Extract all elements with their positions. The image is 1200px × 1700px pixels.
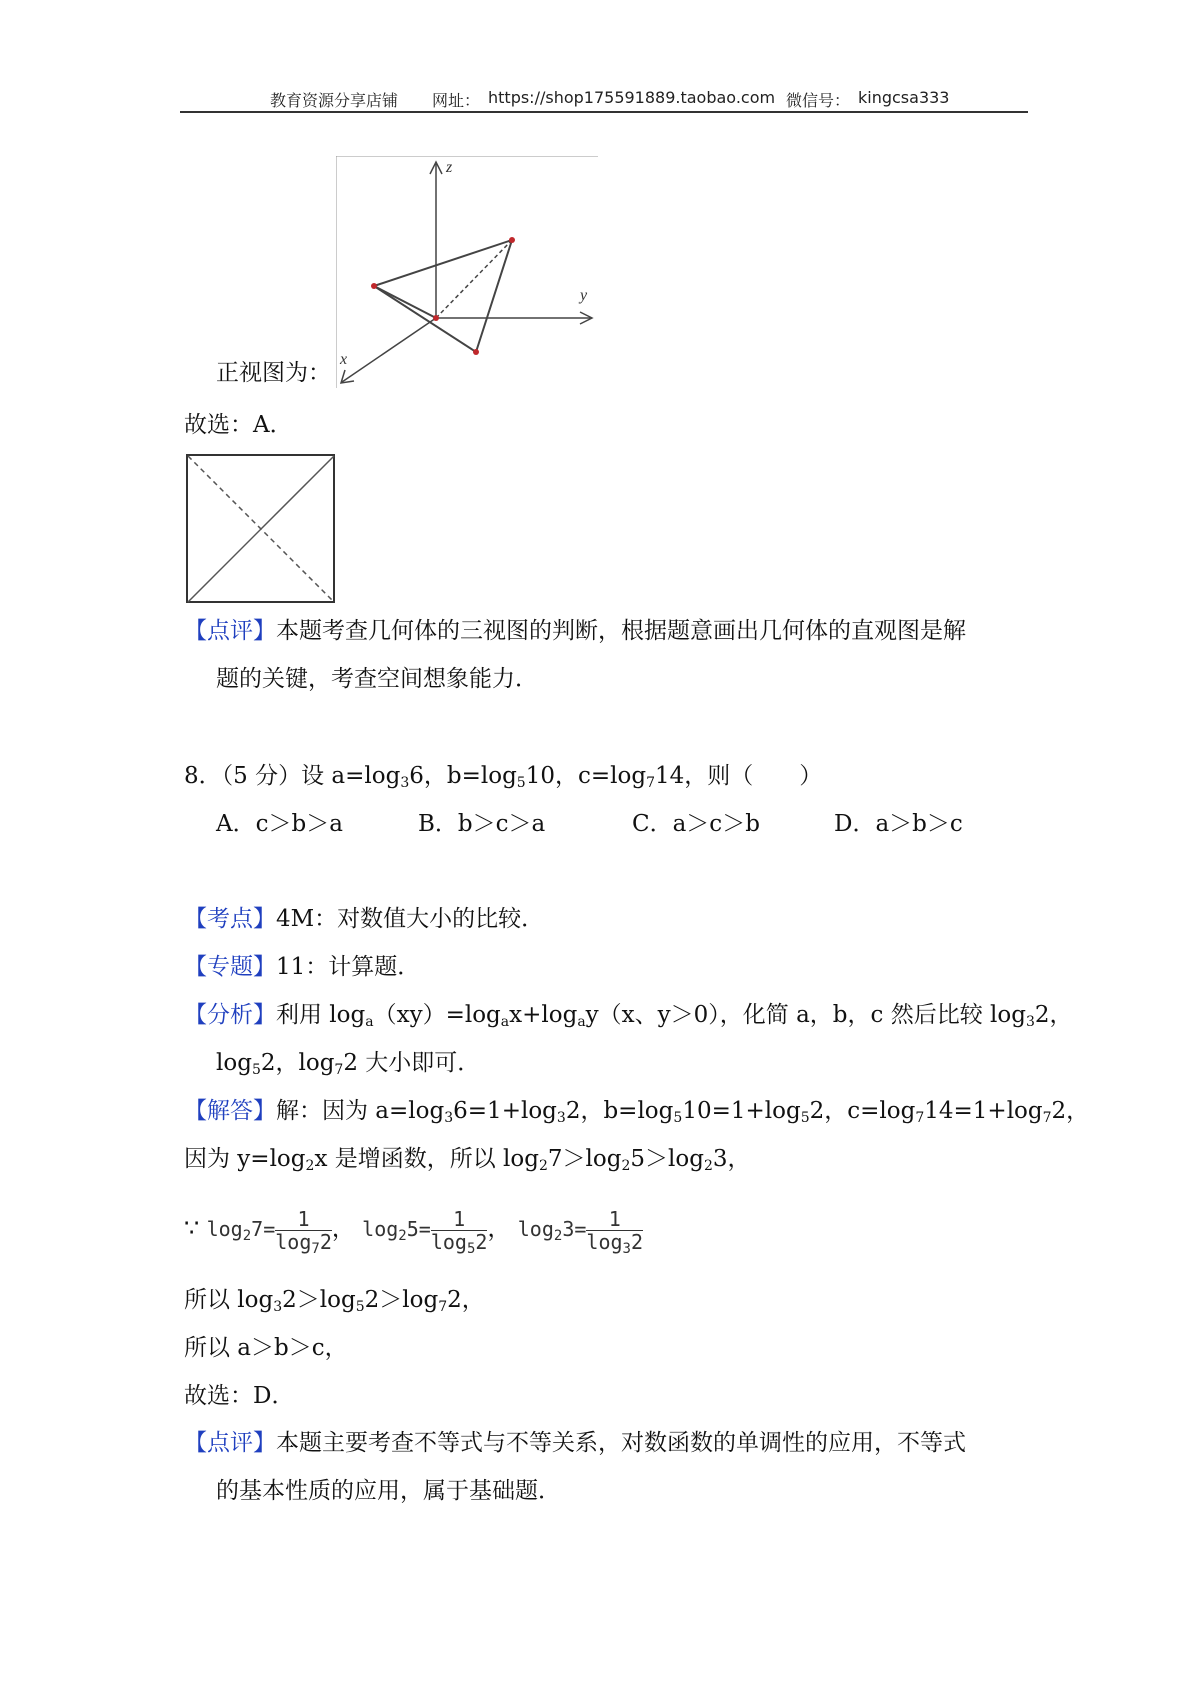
vertex-point [509, 237, 515, 243]
jieda-text: 3， [712, 1146, 751, 1172]
header-wechat-label: 微信号： [786, 91, 851, 110]
fenxi-tag: 【分析】 [184, 1002, 276, 1028]
z-axis-label: z [446, 159, 453, 176]
x-axis-label: x [340, 351, 348, 368]
jieda-text: 2，b=log [565, 1098, 674, 1124]
edge-to-origin [374, 286, 436, 318]
stem-text: 6，b=log [409, 763, 517, 789]
option-a: A．c＞b＞a [216, 811, 343, 837]
fraction-denominator [275, 1229, 332, 1257]
formula-log: log [586, 1229, 623, 1254]
log-base: a [500, 1014, 510, 1030]
fraction-denominator [586, 1229, 644, 1257]
jieda-text: 5＞log [630, 1146, 704, 1172]
log-base: 3 [556, 1110, 566, 1126]
fenxi-text: log [216, 1050, 252, 1076]
header-wechat-id: kingcsa333 [858, 88, 950, 107]
header-shop: 教育资源分享店铺 [270, 91, 399, 110]
jieda-text: x 是增函数，所以 log [314, 1146, 539, 1172]
option-c: C．a＞c＞b [632, 811, 760, 837]
header-divider [180, 111, 1028, 113]
y-axis-label: y [580, 287, 588, 304]
kaodian-text: 4M：对数值大小的比较． [276, 906, 545, 932]
vertex-point [473, 349, 479, 355]
formula-arg: 2 [319, 1229, 332, 1254]
log-base: a [365, 1014, 374, 1030]
formula-arg: 5= [406, 1217, 431, 1241]
kaodian-line [184, 904, 544, 934]
fraction-numerator: 1 [431, 1208, 488, 1231]
zhuanti-text: 11：计算题． [276, 954, 421, 980]
log-base: 5 [355, 1299, 365, 1315]
kaodian-tag: 【考点】 [184, 906, 276, 932]
comment-tag: 【点评】 [184, 618, 276, 644]
option-d: D．a＞b＞c [834, 811, 963, 837]
jieda-text: 6=1+log [453, 1098, 557, 1124]
log-base: 7 [646, 775, 655, 791]
log-base: 3 [444, 1110, 454, 1126]
comment-text: 本题主要考查不等式与不等关系，对数函数的单调性的应用，不等式 [276, 1430, 966, 1456]
figure-3d-axes [336, 156, 598, 388]
formula-lhs-3 [517, 1217, 587, 1244]
log-base: 5 [800, 1110, 810, 1126]
zhuanti-line [184, 952, 420, 982]
front-view-square [186, 454, 336, 604]
log-base: 2 [538, 1158, 548, 1174]
formula-line [184, 1198, 643, 1258]
formula-log: log [430, 1229, 467, 1254]
formula-lhs-1 [206, 1217, 276, 1244]
log-base: 5 [673, 1110, 683, 1126]
q8-comment-line2: 的基本性质的应用，属于基础题． [216, 1478, 561, 1504]
jieda-text: 2， [1051, 1098, 1090, 1124]
x-axis [342, 318, 436, 382]
jieda-text: 2＞log [282, 1287, 356, 1313]
log-base: 2 [621, 1158, 631, 1174]
jieda-tag: 【解答】 [184, 1098, 276, 1124]
option-b: B．b＞c＞a [418, 811, 546, 837]
formula-comma: ， [487, 1216, 511, 1242]
log-base: 2 [553, 1228, 563, 1244]
log-base: 5 [466, 1240, 476, 1257]
prev-comment-line2: 题的关键，考查空间想象能力． [216, 666, 538, 692]
fenxi-text: x+log [509, 1002, 578, 1028]
log-base: 7 [915, 1110, 925, 1126]
fraction-numerator: 1 [275, 1208, 332, 1231]
formula-log: log [362, 1217, 399, 1241]
fraction-3 [586, 1206, 644, 1257]
fraction-2 [430, 1206, 488, 1257]
comment-tag: 【点评】 [184, 1430, 276, 1456]
fraction-1 [275, 1206, 332, 1257]
jieda-line4: 所以 a＞b＞c， [184, 1335, 348, 1361]
jieda-text: 解：因为 a=log [276, 1098, 445, 1124]
log-base: 2 [703, 1158, 713, 1174]
vertex-point [433, 315, 439, 321]
vertex-point [371, 283, 377, 289]
fenxi-text: 2， [1034, 1002, 1073, 1028]
log-base: 3 [1025, 1014, 1035, 1030]
formula-arg: 3= [562, 1217, 587, 1241]
jieda-text: 10=1+log [682, 1098, 801, 1124]
formula-log: log [517, 1217, 554, 1241]
jieda-text: 7＞log [547, 1146, 622, 1172]
fraction-denominator [430, 1229, 488, 1257]
log-base: 2 [305, 1158, 315, 1174]
fenxi-text: 2，log [260, 1050, 335, 1076]
prev-answer: 故选：A． [184, 412, 293, 438]
log-base: 5 [251, 1062, 261, 1078]
jieda-text: 因为 y=log [184, 1146, 306, 1172]
formula-log: log [206, 1217, 243, 1241]
log-base: 2 [398, 1228, 407, 1244]
question-8-stem [184, 761, 822, 791]
jieda-text: 14=1+log [924, 1098, 1043, 1124]
prev-comment-line1 [184, 616, 966, 646]
formula-arg: 7= [251, 1217, 276, 1241]
comment-text: 本题考查几何体的三视图的判断，根据题意画出几何体的直观图是解 [276, 618, 966, 644]
header-url-link[interactable]: https://shop175591889.taobao.com [488, 88, 776, 107]
stem-text: 8．（5 分）设 a=log [184, 763, 401, 789]
log-base: 2 [242, 1228, 252, 1244]
log-base: 3 [273, 1299, 283, 1315]
jieda-line3 [184, 1285, 485, 1315]
fenxi-text: 2 大小即可． [343, 1050, 481, 1076]
jieda-text: 所以 log [184, 1287, 274, 1313]
formula-lhs-2 [362, 1217, 431, 1244]
zhuanti-tag: 【专题】 [184, 954, 276, 980]
formula-arg: 2 [630, 1229, 644, 1254]
fenxi-line1 [184, 1000, 1073, 1030]
formula-log: log [275, 1229, 312, 1254]
stem-text: 14，则（ ） [655, 763, 823, 789]
jieda-text: 2， [447, 1287, 485, 1313]
log-base: a [577, 1014, 586, 1030]
log-base: 3 [622, 1240, 631, 1257]
log-base: 3 [400, 775, 410, 791]
jieda-line1 [184, 1096, 1089, 1126]
log-base: 7 [1042, 1110, 1052, 1126]
front-view-label: 正视图为： [216, 360, 331, 386]
log-base: 7 [311, 1240, 320, 1257]
because-symbol: ∵ [184, 1214, 200, 1242]
jieda-text: 2，c=log [809, 1098, 916, 1124]
log-base: 7 [334, 1062, 344, 1078]
fenxi-text: （xy）=log [373, 1002, 501, 1028]
formula-arg: 2 [475, 1229, 488, 1254]
fenxi-line2 [216, 1048, 480, 1078]
formula-comma: ， [331, 1216, 355, 1242]
log-base: 5 [516, 775, 526, 791]
header-url-label: 网址： [432, 91, 481, 110]
stem-text: 10，c=log [525, 763, 647, 789]
fraction-numerator: 1 [586, 1208, 643, 1231]
fenxi-text: y（x、y＞0），化简 a，b，c 然后比较 log [585, 1002, 1026, 1028]
fenxi-text: 利用 log [276, 1002, 366, 1028]
q8-comment-line1 [184, 1428, 966, 1458]
q8-answer: 故选：D． [184, 1383, 295, 1409]
log-base: 7 [438, 1299, 448, 1315]
jieda-text: 2＞log [364, 1287, 439, 1313]
jieda-line2 [184, 1144, 751, 1174]
